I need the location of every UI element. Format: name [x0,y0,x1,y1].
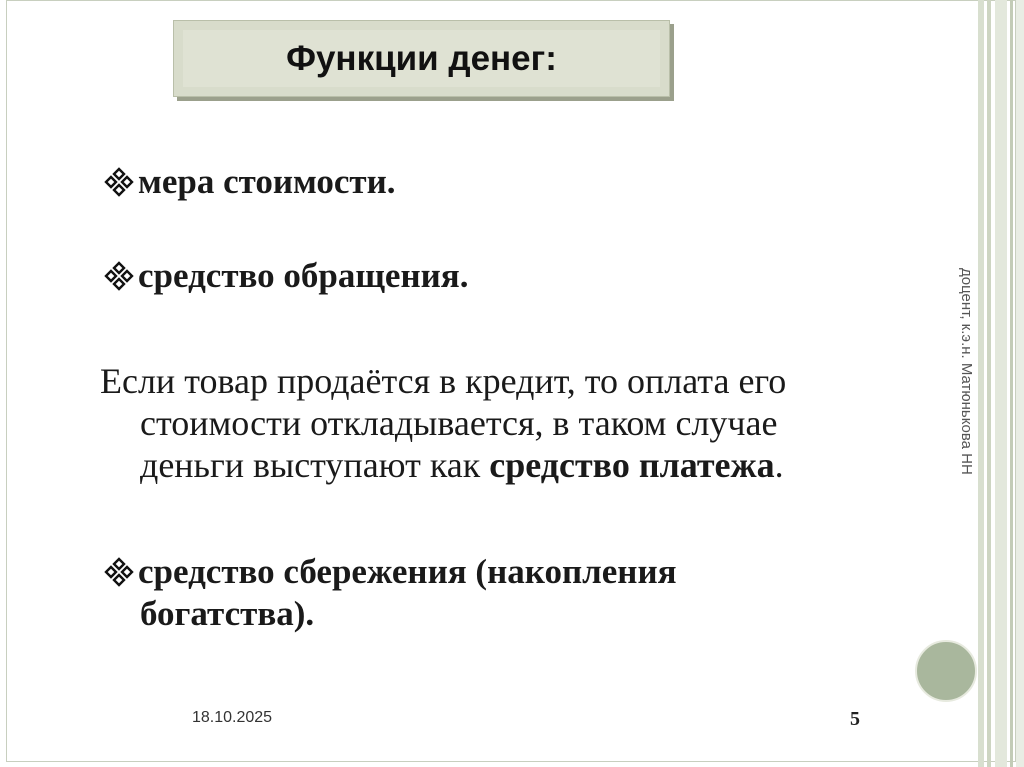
bullet-text: мера стоимости. [138,162,396,201]
title-inner [183,30,660,87]
bullet-line [104,551,677,593]
paragraph-text: деньги выступают как [140,445,490,485]
paragraph-line: стоимости откладывается, в таком случае [140,403,778,443]
decor-stripe [978,0,984,767]
paragraph-line [100,444,890,486]
decor-circle [915,640,977,702]
diamond-bullet-icon [104,161,138,203]
bullet-item-measure [104,161,396,203]
title-box [173,20,670,97]
slide-date: 18.10.2025 [192,709,273,726]
bullet-text: средство сбережения (накопления [138,552,677,591]
decor-stripe [995,0,1007,767]
paragraph-text: . [774,445,784,485]
payment-term: средство платежа [489,445,775,485]
bullet-text: богатства). [140,594,315,633]
slide-title: Функции денег: [286,38,557,78]
bullet-item-savings [104,551,677,635]
page-number: 5 [850,708,860,730]
author-side-note: доцент, к.э.н. Матюнькова НН [958,268,975,475]
decor-stripe [1016,0,1024,767]
diamond-bullet-icon [104,255,138,297]
bullet-item-circulation [104,255,468,297]
diamond-bullet-icon [104,551,138,593]
decor-stripe [987,0,991,767]
decor-stripe [1010,0,1013,767]
bullet-text: средство обращения. [138,256,469,295]
paragraph-line: Если товар продаётся в кредит, то оплата его [100,361,787,401]
payment-paragraph [100,360,890,486]
